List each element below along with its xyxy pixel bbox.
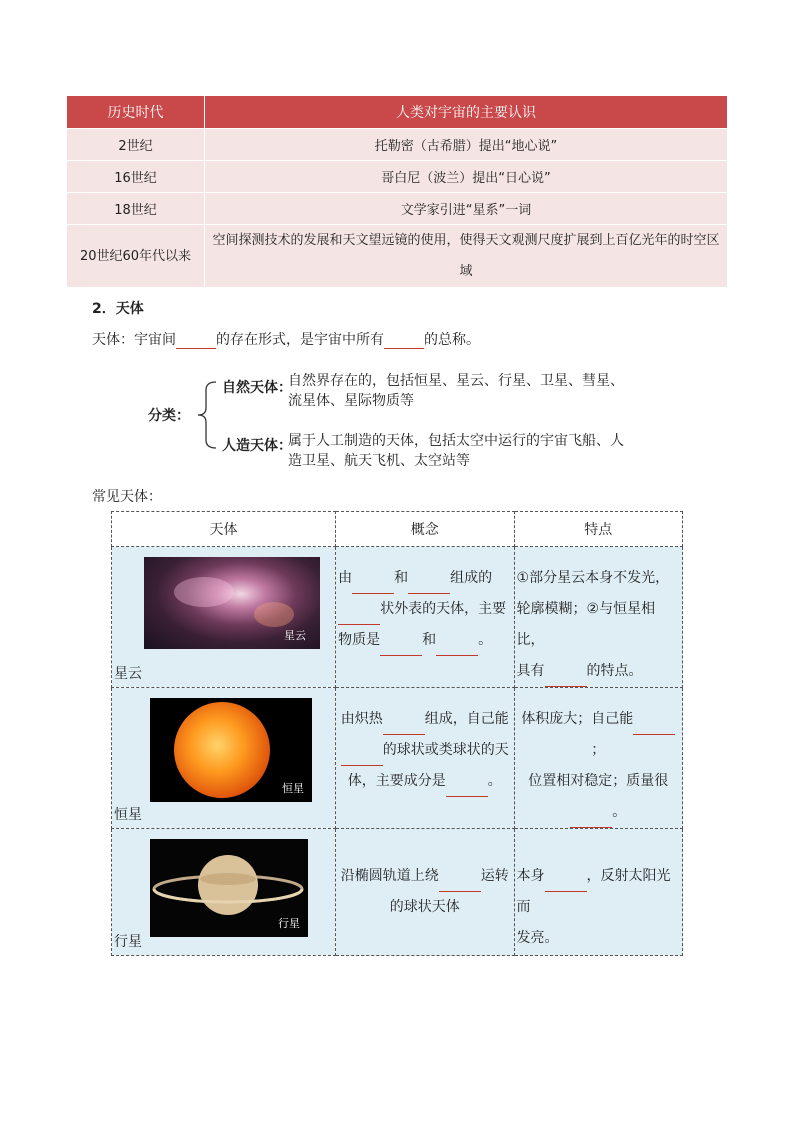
fill-blank xyxy=(446,782,488,797)
text: 。 xyxy=(487,773,502,789)
text: 体积庞大；自己能 xyxy=(521,711,634,727)
text: 的特点。 xyxy=(586,663,643,679)
history-knowledge: 文学家引进“星系”一词 xyxy=(205,193,728,225)
brace-icon xyxy=(194,380,220,450)
nebula-feature-text xyxy=(515,547,682,687)
star-image-label: 恒星 xyxy=(282,782,304,795)
fill-blank xyxy=(338,610,380,625)
text: 由 xyxy=(338,570,353,586)
def-text-2: 的存在形式，是宇宙中所有 xyxy=(216,332,384,348)
star-concept-text xyxy=(336,688,513,797)
nebula-feature xyxy=(514,547,682,688)
planet-concept-text xyxy=(336,829,513,923)
text: ，反射太阳光而 xyxy=(516,868,671,915)
bodies-header-row xyxy=(112,512,683,547)
history-era: 16世纪 xyxy=(67,161,205,193)
fill-blank xyxy=(439,877,481,892)
text: 组成的 xyxy=(450,570,493,586)
history-row xyxy=(67,225,728,288)
fill-blank xyxy=(570,813,612,828)
text: 轮廓模糊；②与恒星相比， xyxy=(516,601,656,648)
text: 位置相对稳定；质量很 xyxy=(528,773,669,789)
fill-blank xyxy=(176,334,216,349)
planet-image-cell xyxy=(112,829,336,956)
fill-blank xyxy=(380,641,422,656)
history-knowledge: 空间探测技术的发展和天文望远镜的使用，使得天文观测尺度扩展到上百亿光年的时空区域 xyxy=(205,225,728,288)
history-header-knowledge: 人类对宇宙的主要认识 xyxy=(205,96,728,129)
history-table xyxy=(66,95,728,288)
history-era: 18世纪 xyxy=(67,193,205,225)
text: 的球状天体 xyxy=(389,899,460,915)
nebula-image-cell xyxy=(112,547,336,688)
text: 沿椭圆轨道上绕 xyxy=(340,868,439,884)
text: ①部分星云本身不发光， xyxy=(516,570,670,586)
nebula-image xyxy=(144,557,320,649)
history-row xyxy=(67,193,728,225)
section-title: 2．天体 xyxy=(92,301,144,317)
history-row xyxy=(67,161,728,193)
fill-blank xyxy=(408,579,450,594)
fill-blank xyxy=(383,720,425,735)
planet-row xyxy=(112,829,683,956)
fill-blank xyxy=(545,672,587,687)
fill-blank xyxy=(545,877,587,892)
star-image xyxy=(150,698,312,802)
common-bodies-label: 常见天体： xyxy=(92,489,162,505)
header-body: 天体 xyxy=(112,512,336,547)
text: 。 xyxy=(612,804,627,820)
text: 状外表的天体，主要 xyxy=(380,601,507,617)
text: 体，主要成分是 xyxy=(347,773,446,789)
nebula-image-label: 星云 xyxy=(284,629,306,642)
fill-blank xyxy=(352,579,394,594)
planet-image xyxy=(150,839,308,937)
artificial-desc-line: 属于人工制造的天体，包括太空中运行的宇宙飞船、人 xyxy=(288,433,624,449)
history-knowledge: 哥白尼（波兰）提出“日心说” xyxy=(205,161,728,193)
classification-label: 分类： xyxy=(148,408,190,424)
header-concept: 概念 xyxy=(336,512,514,547)
text: 。 xyxy=(478,632,493,648)
text: ； xyxy=(591,742,606,758)
text: 的球状或类球状的天 xyxy=(382,742,509,758)
star-image-cell xyxy=(112,688,336,829)
history-header-era: 历史时代 xyxy=(67,96,205,129)
celestial-definition xyxy=(92,329,480,349)
star-feature-text xyxy=(515,688,682,828)
nebula-concept-text xyxy=(336,547,513,656)
history-era: 20世纪60年代以来 xyxy=(67,225,205,288)
nebula-concept xyxy=(336,547,514,688)
artificial-desc-line: 造卫星、航天飞机、太空站等 xyxy=(288,453,470,469)
def-text-3: 的总称。 xyxy=(424,332,480,348)
text: 组成，自己能 xyxy=(424,711,509,727)
history-era: 2世纪 xyxy=(67,129,205,161)
natural-desc-line: 流星体、星际物质等 xyxy=(288,393,414,409)
text: 物质是 xyxy=(338,632,381,648)
nebula-row xyxy=(112,547,683,688)
natural-desc xyxy=(288,371,658,411)
planet-feature-text xyxy=(515,829,682,954)
star-row xyxy=(112,688,683,829)
natural-desc-line: 自然界存在的，包括恒星、星云、行星、卫星、彗星、 xyxy=(288,373,624,389)
natural-name: 自然天体： xyxy=(222,380,292,396)
def-text-1: 天体：宇宙间 xyxy=(92,332,176,348)
text: 和 xyxy=(422,632,437,648)
fill-blank xyxy=(633,720,675,735)
history-row xyxy=(67,129,728,161)
planet-feature xyxy=(514,829,682,956)
text: 发亮。 xyxy=(516,930,559,946)
planet-concept xyxy=(336,829,514,956)
text: 运转 xyxy=(480,868,509,884)
text: 具有 xyxy=(516,663,545,679)
fill-blank xyxy=(341,751,383,766)
artificial-desc xyxy=(288,431,658,471)
text: 和 xyxy=(394,570,409,586)
star-name: 恒星 xyxy=(114,807,142,823)
fill-blank xyxy=(384,334,424,349)
star-feature xyxy=(514,688,682,829)
star-concept xyxy=(336,688,514,829)
artificial-name: 人造天体： xyxy=(222,438,292,454)
planet-name: 行星 xyxy=(114,934,142,950)
fill-blank xyxy=(436,641,478,656)
celestial-bodies-table xyxy=(111,511,683,956)
history-knowledge: 托勒密（古希腊）提出“地心说” xyxy=(205,129,728,161)
text: 本身 xyxy=(516,868,545,884)
planet-image-label: 行星 xyxy=(278,917,300,930)
text: 由炽热 xyxy=(340,711,383,727)
history-header-row xyxy=(67,96,728,129)
nebula-name: 星云 xyxy=(114,666,142,682)
header-feature: 特点 xyxy=(514,512,682,547)
